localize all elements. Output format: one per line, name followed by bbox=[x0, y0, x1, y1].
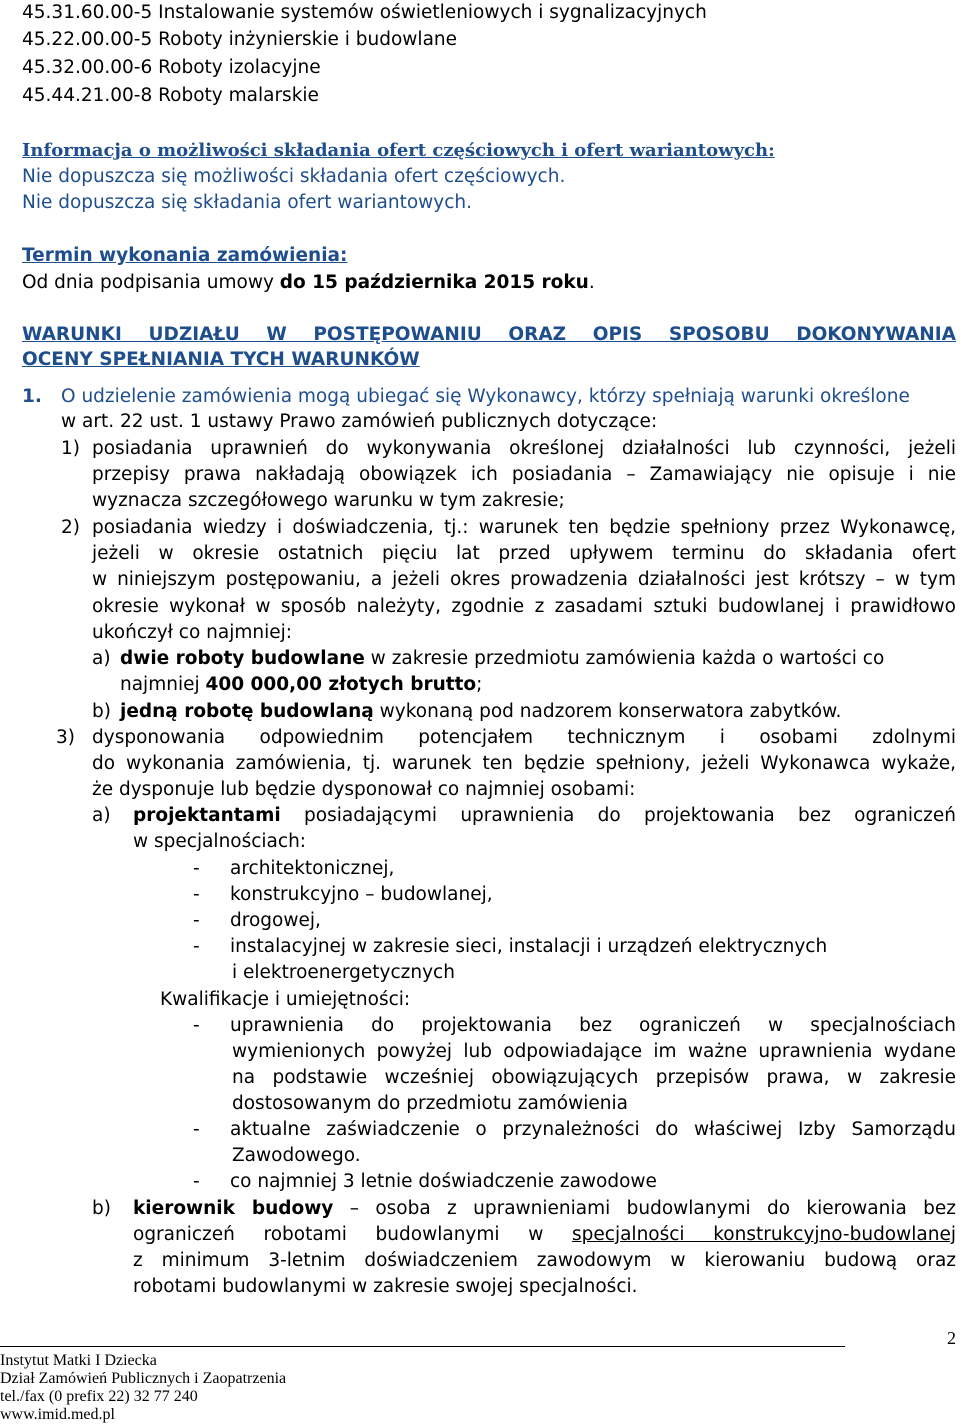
dash-bullet: - bbox=[193, 936, 200, 957]
specialty-item: instalacyjnej w zakresie sieci, instalacji i urządzeń elektrycznych bbox=[230, 936, 828, 957]
subitem-bold: dwie roboty budowlane bbox=[120, 648, 365, 669]
footer-institution: Instytut Matki I Dziecka bbox=[0, 1352, 157, 1369]
deadline-heading: Termin wykonania zamówienia: bbox=[22, 245, 348, 266]
cpv-line: 45.31.60.00-5 Instalowanie systemów oświetleniowych i sygnalizacyjnych bbox=[22, 2, 707, 23]
subitem-text: z minimum 3-letnim doświadczeniem zawodowym w kierowaniu budową oraz bbox=[133, 1250, 956, 1271]
dash-bullet: - bbox=[193, 1015, 200, 1036]
subitem-bold: jedną robotę budowlaną bbox=[120, 701, 374, 722]
partial-offers-heading: Informacja o możliwości składania ofert częściowych i ofert wariantowych: bbox=[22, 140, 775, 161]
subitem-rest: w zakresie przedmiotu zamówienia każda o wartości co bbox=[364, 648, 885, 669]
deadline-date: do 15 października 2015 roku bbox=[279, 272, 589, 293]
qualification-item: na podstawie wcześniej obowiązujących przepisów prawa, w zakresie bbox=[232, 1067, 956, 1088]
item-text: w niniejszym postępowaniu, a jeżeli okres prowadzenia działalności jest krótszy – w tym bbox=[92, 569, 956, 590]
item-text: dysponowania odpowiednim potencjałem technicznym i osobami zdolnymi bbox=[92, 727, 956, 748]
variant-offers-text: Nie dopuszcza się składania ofert wariantowych. bbox=[22, 192, 473, 213]
subitem-text bbox=[133, 1222, 956, 1248]
qualification-item: dostosowanym do przedmiotu zamówienia bbox=[232, 1093, 628, 1114]
cpv-line: 45.44.21.00-8 Roboty malarskie bbox=[22, 85, 319, 106]
deadline-text bbox=[22, 270, 595, 296]
specialty-underlined: specjalności konstrukcyjno-budowlanej bbox=[572, 1224, 956, 1245]
qualification-item: wymienionych powyżej lub odpowiadające im ważne uprawnienia wydane bbox=[232, 1041, 956, 1062]
subitem-bold: projektantami bbox=[133, 805, 281, 826]
dash-bullet: - bbox=[193, 910, 200, 931]
subitem-text bbox=[133, 1196, 956, 1222]
qualification-item: Zawodowego. bbox=[232, 1145, 361, 1166]
subitem-rest: – osoba z uprawnieniami budowlanymi do kierowania bez bbox=[333, 1198, 956, 1219]
specialty-item: architektonicznej, bbox=[230, 858, 395, 879]
deadline-prefix: Od dnia podpisania umowy bbox=[22, 272, 280, 293]
subitem-bold: kierownik budowy bbox=[133, 1198, 334, 1219]
subitem-label: a) bbox=[92, 648, 111, 669]
subitem-label: b) bbox=[92, 1198, 111, 1219]
specialty-item: konstrukcyjno – budowlanej, bbox=[230, 884, 493, 905]
subitem-prefix: ograniczeń robotami budowlanymi w bbox=[133, 1224, 573, 1245]
item-text: ukończył co najmniej: bbox=[92, 622, 293, 643]
qualification-item: uprawnienia do projektowania bez ograniczeń w specjalnościach bbox=[230, 1015, 956, 1036]
item-text: posiadania wiedzy i doświadczenia, tj.: warunek ten będzie spełniony przez Wykonawcę, bbox=[92, 517, 956, 538]
item-text: przepisy prawa nakładają obowiązek ich posiadania – Zamawiający nie opisuje i nie bbox=[92, 464, 956, 485]
conditions-heading: WARUNKI UDZIAŁU W POSTĘPOWANIU ORAZ OPIS SPOSOBU DOKONYWANIA bbox=[22, 324, 956, 345]
footer-website: www.imid.med.pl bbox=[0, 1406, 115, 1423]
subitem-text bbox=[120, 646, 884, 672]
cpv-line: 45.32.00.00-6 Roboty izolacyjne bbox=[22, 57, 321, 78]
subitem-text: w specjalnościach: bbox=[133, 831, 307, 852]
item-number: 3) bbox=[56, 727, 75, 748]
conditions-heading-cont: OCENY SPEŁNIANIA TYCH WARUNKÓW bbox=[22, 349, 420, 370]
subitem-amount: 400 000,00 złotych brutto bbox=[205, 674, 477, 695]
dash-bullet: - bbox=[193, 858, 200, 879]
qualification-item: aktualne zaświadczenie o przynależności do właściwej Izby Samorządu bbox=[230, 1119, 956, 1140]
subitem-text bbox=[120, 699, 841, 725]
subitem-rest: wykonaną pod nadzorem konserwatora zabytków. bbox=[373, 701, 842, 722]
subitem-rest: posiadającymi uprawnienia do projektowania bez ograniczeń bbox=[280, 805, 956, 826]
qualification-item: co najmniej 3 letnie doświadczenie zawodowe bbox=[230, 1171, 657, 1192]
dash-bullet: - bbox=[193, 1171, 200, 1192]
subitem-suffix: ; bbox=[476, 674, 483, 695]
item-text: posiadania uprawnień do wykonywania określonej działalności lub czynności, jeżeli bbox=[92, 438, 956, 459]
qualifications-heading: Kwalifikacje i umiejętności: bbox=[160, 989, 411, 1010]
deadline-suffix: . bbox=[588, 272, 595, 293]
item-text: wyznacza szczegółowego warunku w tym zakresie; bbox=[92, 490, 565, 511]
item-text: do wykonania zamówienia, tj. warunek ten będzie spełniony, jeżeli Wykonawca wykaże, bbox=[92, 753, 956, 774]
para-text: w art. 22 ust. 1 ustawy Prawo zamówień publicznych dotyczące: bbox=[61, 411, 658, 432]
item-number: 1) bbox=[61, 438, 80, 459]
specialty-item-cont: i elektroenergetycznych bbox=[232, 962, 455, 983]
item-text: że dysponuje lub będzie dysponował co najmniej osobami: bbox=[92, 779, 636, 800]
page-number: 2 bbox=[947, 1328, 956, 1348]
subitem-text: robotami budowlanymi w zakresie swojej specjalności. bbox=[133, 1276, 638, 1297]
para-text: O udzielenie zamówienia mogą ubiegać się Wykonawcy, którzy spełniają warunki określone bbox=[61, 386, 910, 407]
subitem-label: b) bbox=[92, 701, 111, 722]
footer-department: Dział Zamówień Publicznych i Zaopatrzenia bbox=[0, 1370, 287, 1387]
item-text: okresie wykonał w sposób należyty, zgodnie z zasadami sztuki budowlanej i prawidłowo bbox=[92, 596, 956, 617]
para-number: 1. bbox=[22, 386, 42, 407]
partial-offers-text: Nie dopuszcza się możliwości składania ofert częściowych. bbox=[22, 166, 566, 187]
subitem-prefix: najmniej bbox=[120, 674, 206, 695]
specialty-item: drogowej, bbox=[230, 910, 321, 931]
item-number: 2) bbox=[61, 517, 80, 538]
subitem-label: a) bbox=[92, 805, 111, 826]
cpv-line: 45.22.00.00-5 Roboty inżynierskie i budowlane bbox=[22, 29, 458, 50]
footer-phone: tel./fax (0 prefix 22) 32 77 240 bbox=[0, 1388, 198, 1405]
subitem-text bbox=[133, 803, 956, 829]
dash-bullet: - bbox=[193, 1119, 200, 1140]
dash-bullet: - bbox=[193, 884, 200, 905]
footer-divider bbox=[0, 1346, 845, 1347]
item-text: jeżeli w okresie ostatnich pięciu lat przed upływem terminu do składania ofert bbox=[92, 543, 956, 564]
subitem-text bbox=[120, 672, 482, 698]
